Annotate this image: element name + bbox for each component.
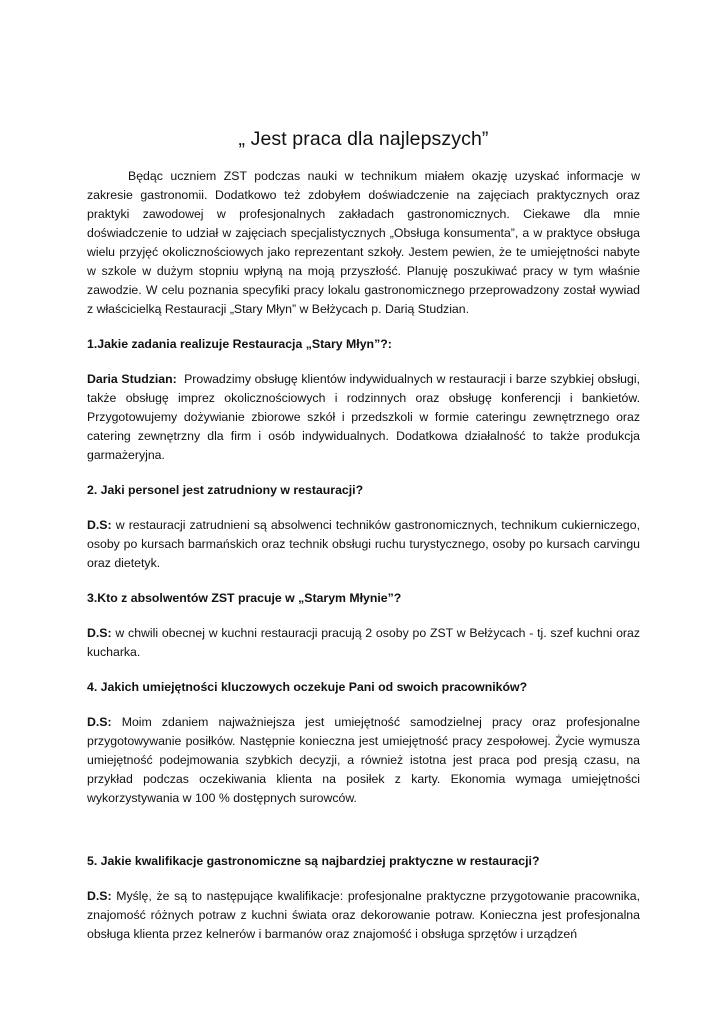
paragraph-spacer (87, 824, 640, 852)
intro-paragraph: Będąc uczniem ZST podczas nauki w technikum miałem okazję uzyskać informacje w zakresie gastronomii. Dodatkowo też zdobyłem doświadczenie na zajęciach praktycznych oraz praktyki zawodowej w profesjonalnych zakładach gastronomicznych. Ciekawe dla mnie doświadczenie to udział w zajęciach specjalistycznych „Obsługa konsumenta”, a w praktyce obsługa wielu przyjęć okolicznościowych jako reprezentant szkoły. Jestem pewien, że te umiejętności nabyte w szkole w dużym stopniu wpłyną na moją przyszłość. Planuję poszukiwać pracy w tym właśnie zawodzie. W celu poznania specyfiki pracy lokalu gastronomicznego przeprowadzony został wywiad z właścicielką Restauracji „Stary Młyn” w Bełżycach p. Darią Studzian. (87, 169, 640, 316)
answer-speaker: D.S: (87, 715, 112, 729)
answer-1 (87, 370, 640, 465)
question-4: 4. Jakich umiejętności kluczowych oczekuje Pani od swoich pracowników? (87, 680, 528, 694)
answer-2 (87, 516, 640, 573)
question-3: 3.Kto z absolwentów ZST pracuje w „Starym Młynie”? (87, 591, 402, 605)
question-1: 1.Jakie zadania realizuje Restauracja „Stary Młyn”?: (87, 337, 392, 351)
question-2: 2. Jaki personel jest zatrudniony w restauracji? (87, 483, 364, 497)
document-title: „ Jest praca dla najlepszych” (238, 128, 489, 150)
answer-speaker: D.S: (87, 626, 112, 640)
question-5: 5. Jakie kwalifikacje gastronomiczne są najbardziej praktyczne w restauracji? (87, 854, 540, 868)
answer-text: w chwili obecnej w kuchni restauracji pracują 2 osoby po ZST w Bełżycach - tj. szef kuchni oraz kucharka. (87, 626, 640, 659)
answer-5 (87, 887, 640, 944)
answer-speaker: Daria Studzian: (87, 372, 177, 386)
answer-speaker: D.S: (87, 518, 112, 532)
answer-text: Myślę, że są to następujące kwalifikacje: profesjonalne praktyczne przygotowanie pracownika, znajomość różnych potraw z kuchni świata oraz dekorowanie potraw. Konieczna jest profesjonalna obsługa klienta przez kelnerów i barmanów oraz znajomość i obsługa sprzętów i urządzeń (87, 889, 640, 941)
answer-text: Moim zdaniem najważniejsza jest umiejętność samodzielnej pracy oraz profesjonalne przygotowywanie posiłków. Następnie konieczna jest umiejętność pracy zespołowej. Życie wymusza umiejętność podejmowania szybkich decyzji, a również istotna jest praca pod presją czasu, na przykład podczas oczekiwania klienta na posiłek z karty. Ekonomia wymaga umiejętności wykorzystywania w 100 % dostępnych surowców. (87, 715, 640, 805)
answer-speaker: D.S: (87, 889, 112, 903)
answer-text: Prowadzimy obsługę klientów indywidualnych w restauracji i barze szybkiej obsługi, także obsługę imprez okolicznościowych i rodzinnych oraz obsługę konferencji i bankietów. Przygotowujemy dożywianie zbiorowe szkół i przedszkoli w formie cateringu zewnętrznego oraz catering zewnętrzny dla firm i osób indywidualnych. Dodatkowa działalność to także produkcja garmażeryjna. (87, 372, 640, 462)
answer-4 (87, 713, 640, 808)
document-page (87, 128, 640, 944)
answer-3 (87, 624, 640, 662)
answer-text: w restauracji zatrudnieni są absolwenci techników gastronomicznych, technikum cukierniczego, osoby po kursach barmańskich oraz technik obsługi ruchu turystycznego, osoby po kursach carvingu oraz dietetyk. (87, 518, 640, 570)
